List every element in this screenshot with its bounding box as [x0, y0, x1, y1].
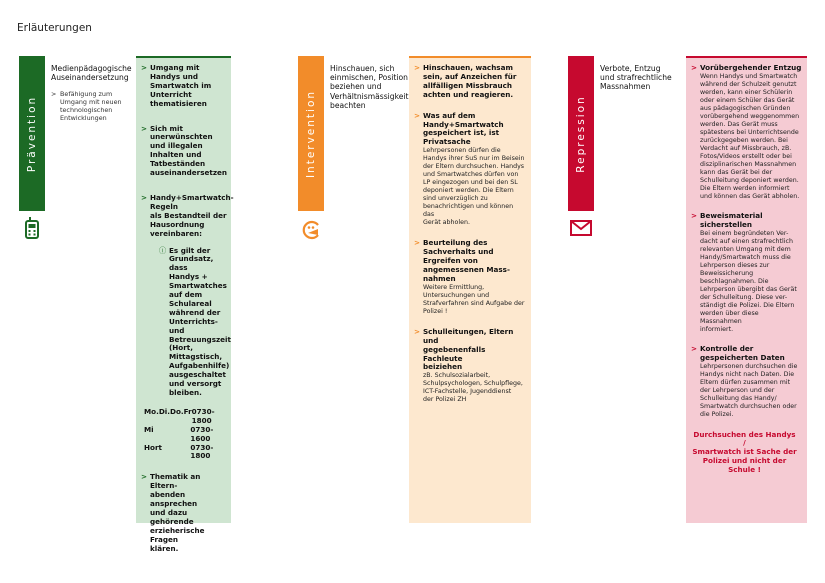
- repression-warning: Durchsuchen des Handys / Smartwatch ist Sache der Polizei und nicht der Schule !: [692, 429, 797, 475]
- intervention-item: > Schulleitungen, Eltern und gegebenenfalls Fachleute beiziehen zB. Schulsozialarbeit, Schulpsychologen, Schulpflege, ICT-Fachstelle, Jugenddienst der Polizei ZH: [414, 326, 523, 404]
- repression-item: > Kontrolle der gespeicherten Daten Lehrpersonen durchsuchen die Handys nicht nach Daten. Die Eltern dürfen zusammen mit der Lehrperson und der Schulleitung das Handy/ Smartwatch durchsuchen oder die Polizei.: [691, 343, 798, 418]
- page-title: Erläuterungen: [17, 22, 92, 34]
- section-intervention: [298, 56, 538, 523]
- repression-description: Verbote, Entzug und strafrechtliche Massnahmen: [600, 64, 672, 92]
- praevention-item: > Handy+Smartwatch-Regeln als Bestandteil der Hausordnung vereinbaren:: [141, 192, 234, 238]
- repression-item: > Vorübergehender Entzug Wenn Handys und Smartwatch während der Schulzeit genutzt werden, kann einer Schülerin oder einem Schüler das Gerät aus pädagogischen Gründen vorübergehend weggenommen werden. Das Gerät muss spätestens bei Unterrichtsende zurückgegeben werden. Bei Verdacht auf Missbrauch, zB. Fotos/Videos erstellt oder bei disziplinarischen Massnahmen kann das Gerät bei der Schulleitung deponiert werden. Die Eltern werden informiert und können das Gerät abholen.: [691, 63, 802, 200]
- intervention-item: > Was auf dem Handy+Smartwatch gespeichert ist, ist Privatsache Lehrpersonen dürfen die Handys ihrer SuS nur im Beisein der Eltern durchsuchen. Handys und Smartwatches dürfen von LP eingezogen und bei den SL deponiert werden. Die Eltern sind unverzüglich zu benachrichtigen und können das Gerät abholen.: [414, 110, 525, 227]
- schedule-row: Hort 0730-1800: [144, 442, 214, 461]
- praevention-item: > Sich mit unerwünschten und illegalen Inhalten und Tatbeständen auseinandersetzen: [141, 123, 227, 178]
- repression-detail: [686, 56, 807, 523]
- intervention-description: Hinschauen, sich einmischen, Position beziehen und Verhältnismässigkeit beachten: [330, 64, 409, 110]
- intervention-detail: [409, 56, 531, 523]
- praevention-description: [51, 64, 132, 122]
- praevention-bar-label: Prävention: [26, 95, 38, 172]
- repression-bar: [568, 56, 594, 211]
- section-repression: [568, 56, 813, 523]
- intervention-bar-label: Intervention: [305, 89, 317, 178]
- schedule-row: Mo.Di.Do.Fr 0730-1800: [144, 406, 215, 425]
- repression-item: > Beweismaterial sicherstellen Bei einem begründeten Ver- dacht auf einen strafrechtlich relevanten Umgang mit dem Handy/Smartwatch muss die Lehrperson dieses zur Beweissicherung beschlagnahmen. Die Lehrperson übergibt das Gerät der Schulleitung. Diese ver- ständigt die Polizei. Die Eltern werden über diese Massnahmen informiert.: [691, 210, 797, 333]
- intervention-item: > Hinschauen, wachsam sein, auf Anzeichen für allfälligen Missbrauch achten und reagieren.: [414, 63, 517, 99]
- praevention-item: > Umgang mit Handys und Smartwatch im Unterricht thematisieren: [141, 63, 212, 108]
- praevention-desc-title: Medienpädagogische Auseinandersetzung: [51, 64, 132, 83]
- info-icon: ⓘ: [159, 245, 167, 255]
- section-praevention: [19, 56, 239, 553]
- intervention-bar: [298, 56, 324, 211]
- praevention-item: > Thematik an Eltern- abenden ansprechen und dazu gehörende erzieherische Fragen klären.: [141, 472, 205, 553]
- intervention-item: > Beurteilung des Sachverhalts und Ergreifen von angemessenen Mass- nahmen Weitere Ermittlung, Untersuchungen und Strafverfahren sind Aufgabe der Polizei !: [414, 238, 525, 315]
- envelope-icon: [570, 220, 592, 236]
- schedule-row: Mi 0730-1600: [144, 424, 214, 443]
- face-icon: [301, 220, 321, 240]
- praevention-bar: [19, 56, 45, 211]
- praevention-detail: [136, 56, 234, 553]
- praevention-rule: ⓘ Es gilt der Grundsatz, dass Handys + Smartwatches auf dem Schulareal während der Unterrichts- und Betreuungszeit (Hort, Mittagstisch, Aufgabenhilfe) ausgeschaltet und versorgt bleiben.: [159, 245, 231, 397]
- praevention-schedule: [144, 408, 226, 461]
- mobile-phone-icon: [25, 217, 39, 239]
- repression-bar-label: Repression: [575, 94, 587, 173]
- praevention-desc-sub: > Befähigung zum Umgang mit neuen technologischen Entwicklungen: [51, 90, 122, 123]
